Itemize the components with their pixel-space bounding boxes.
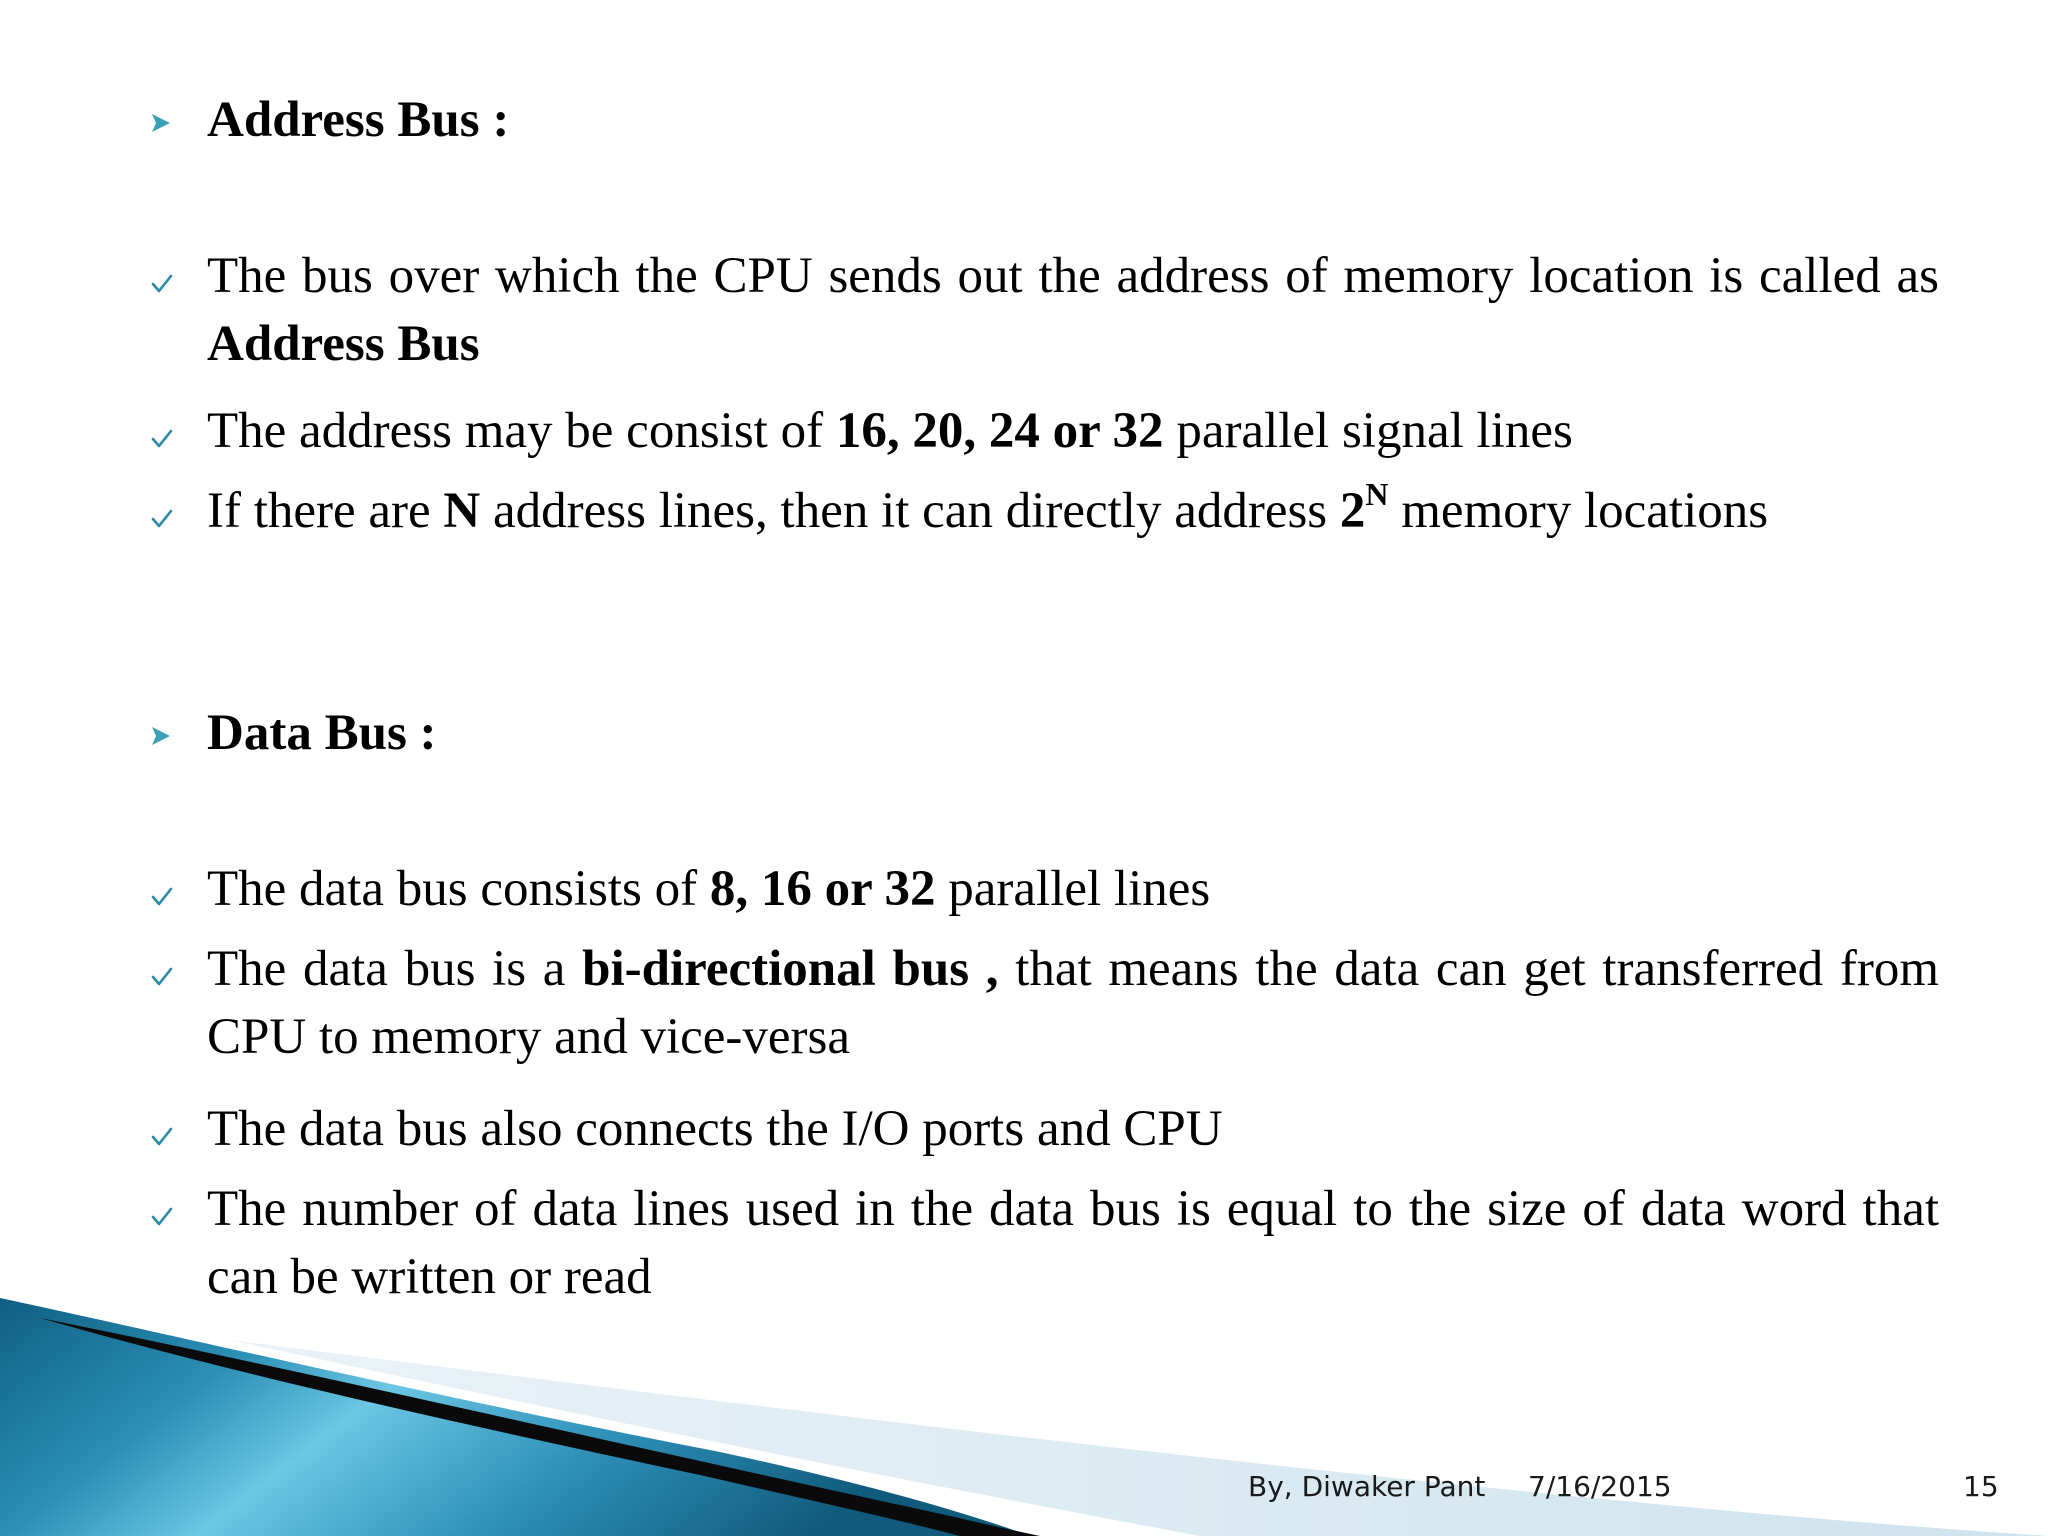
checkmark-icon [150,427,174,451]
checkmark-icon [150,1205,174,1229]
bullet-text-segment: The data bus is a [207,941,583,997]
bullet-text [207,855,1939,923]
bullet-text-bold: bi-directional bus , [582,941,999,997]
checkmark-icon [150,1125,174,1149]
bullet-text [207,1175,1939,1311]
bullet-text-bold: 16, 20, 24 or 32 [835,403,1164,459]
section-heading: Data Bus : [207,705,437,761]
footer-page-number: 15 [1963,1470,1999,1503]
bullet-text-segment: The number of data lines used in the data bus is equal to the size of data word that can be written or read [207,1181,1939,1305]
bullet-text-bold: 2 [1339,483,1366,539]
bullet-text [207,242,1939,378]
checkmark-icon [150,272,174,296]
bullet-text-segment: The bus over which the CPU sends out the address of memory location is called as [207,248,1939,304]
bullet-text-segment: memory locations [1388,483,1769,539]
checkmark-icon [150,507,174,531]
footer-author: By, Diwaker Pant [1248,1470,1486,1503]
bullet-text-segment: The address may be consist of [207,403,836,459]
footer-date: 7/16/2015 [1528,1470,1672,1503]
bullet-text-bold: N [443,483,481,539]
bullet-text-bold: 8, 16 or 32 [709,861,936,917]
checkmark-icon [150,885,174,909]
section-heading: Address Bus : [207,92,510,148]
bullet-text [207,477,1939,545]
bullet-text-segment: If there are [207,483,444,539]
bullet-text [207,1095,1939,1163]
bullet-text-segment: The data bus also connects the I/O ports and CPU [207,1101,1223,1157]
triangle-arrow-icon [150,112,172,134]
bullet-text-segment: The data bus consists of [207,861,710,917]
bullet-text [207,935,1939,1071]
checkmark-icon [150,965,174,989]
triangle-arrow-icon [150,725,172,747]
bullet-text-segment: that means the data can get transferred from CPU to memory and vice-versa [207,941,1939,1065]
bullet-text-bold: Address Bus [207,316,480,372]
bullet-text-segment: address lines, then it can directly address [480,483,1340,539]
bullet-text [207,397,1939,465]
bullet-text-segment: parallel lines [935,861,1211,917]
bullet-text-bold: N [1365,476,1389,512]
bullet-text-segment: parallel signal lines [1163,403,1573,459]
